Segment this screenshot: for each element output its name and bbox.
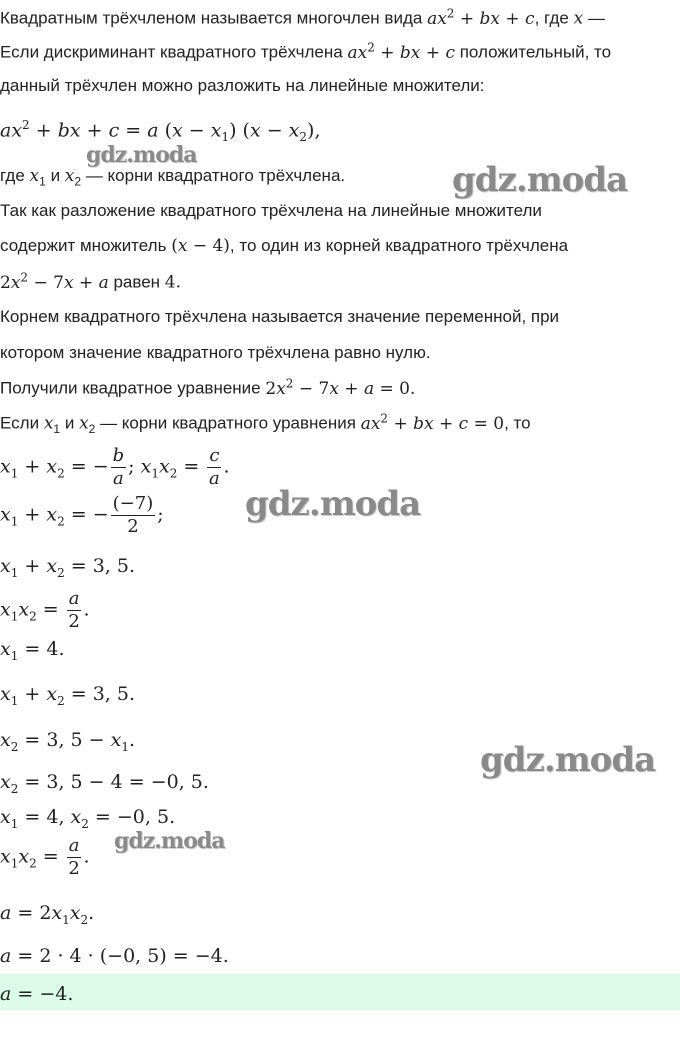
text: —: [587, 8, 605, 28]
text: и: [64, 413, 75, 433]
watermark: gdz.moda: [452, 160, 628, 200]
sum-value: $x_1 + x_2 = 3$, 5.: [0, 683, 136, 708]
text: Квадратным трёхчленом называется многочлен вида: [0, 8, 423, 28]
x2-value: $x_2 = 3$, 5 − 4 = −0, 5.: [0, 771, 209, 796]
watermark: gdz.moda: [480, 740, 656, 780]
a-computation: a = 2 · 4 · (−0, 5) = −4.: [0, 945, 229, 967]
x2-expression: $x_2 = 3$, $5 - x_1$.: [0, 729, 136, 754]
text: где: [0, 166, 25, 185]
watermark: gdz.moda: [114, 828, 225, 854]
text: содержит множитель: [0, 236, 167, 255]
answer: a = −4.: [0, 983, 74, 1005]
product-formula: $x_1x_2$ = $\frac{a}{2}$ .: [0, 835, 90, 879]
text: Если дискриминант квадратного трёхчлена: [0, 42, 343, 62]
watermark: gdz.moda: [86, 142, 197, 168]
text-line: Так как разложение квадратного трёхчлена на линейные множители: [0, 201, 542, 220]
text: — корни квадратного уравнения: [100, 413, 356, 433]
product-formula: $x_1x_2$ = $\frac{a}{2}$ .: [0, 588, 90, 632]
answer-highlight: [0, 974, 680, 1010]
roots-line: где $x_1$ и $x_2$ — корни квадратного трёхчлена.: [0, 166, 346, 189]
sum-formula: $x_1 + x_2$ = − $\frac{(-7)}{2}$ ;: [0, 493, 164, 537]
vieta-formula: $x_1 + x_2$ = − $\frac{b}{a}$ ; $x_1x_2$ = $\frac{c}{a}$ .: [0, 445, 230, 489]
text: — корни квадратного трёхчлена.: [85, 166, 346, 185]
text: Если: [0, 413, 40, 433]
text-line: Корнем квадратного трёхчлена называется значение переменной, при: [0, 307, 560, 326]
multiplier-line: содержит множитель (x − 4), то один из корней квадратного трёхчлена: [0, 236, 569, 256]
text: Получили квадратное уравнение: [0, 378, 261, 398]
definition-line: Квадратным трёхчленом называется многочлен вида $ax^2$ + bx + c, где x —: [0, 6, 605, 29]
discriminant-line: Если дискриминант квадратного трёхчлена $ax^2$ + bx + c положительный, то: [0, 40, 612, 63]
roots-values: $x_1 = 4$, $x_2 = -0$, 5.: [0, 806, 176, 831]
trinomial-line: $2x^2 - 7x + a$ равен 4.: [0, 270, 182, 293]
text: и: [50, 166, 61, 185]
text: , где: [534, 8, 569, 28]
a-expression: $a = 2x_1x_2$.: [0, 902, 95, 927]
text-line: котором значение квадратного трёхчлена равно нулю.: [0, 343, 431, 362]
x1-value: $x_1 = 4$.: [0, 638, 65, 663]
text: , то: [504, 413, 531, 433]
factorization-formula: $ax^2$ + bx + c = a $(x - x_1)$ $(x - x_2)$,: [0, 118, 321, 145]
text: , то один из корней квадратного трёхчлена: [229, 236, 569, 255]
sum-value: $x_1 + x_2 = 3$, 5.: [0, 555, 136, 580]
text: положительный, то: [459, 42, 612, 62]
watermark: gdz.moda: [245, 484, 421, 524]
text: равен: [113, 272, 161, 292]
factor-line: данный трёхчлен можно разложить на линейные множители:: [0, 76, 485, 95]
vieta-intro-line: Если $x_1$ и $x_2$ — корни квадратного уравнения $ax^2$ + bx + c = 0, то: [0, 411, 531, 437]
equation-line: Получили квадратное уравнение $2x^2 - 7x + a = 0$.: [0, 376, 416, 399]
